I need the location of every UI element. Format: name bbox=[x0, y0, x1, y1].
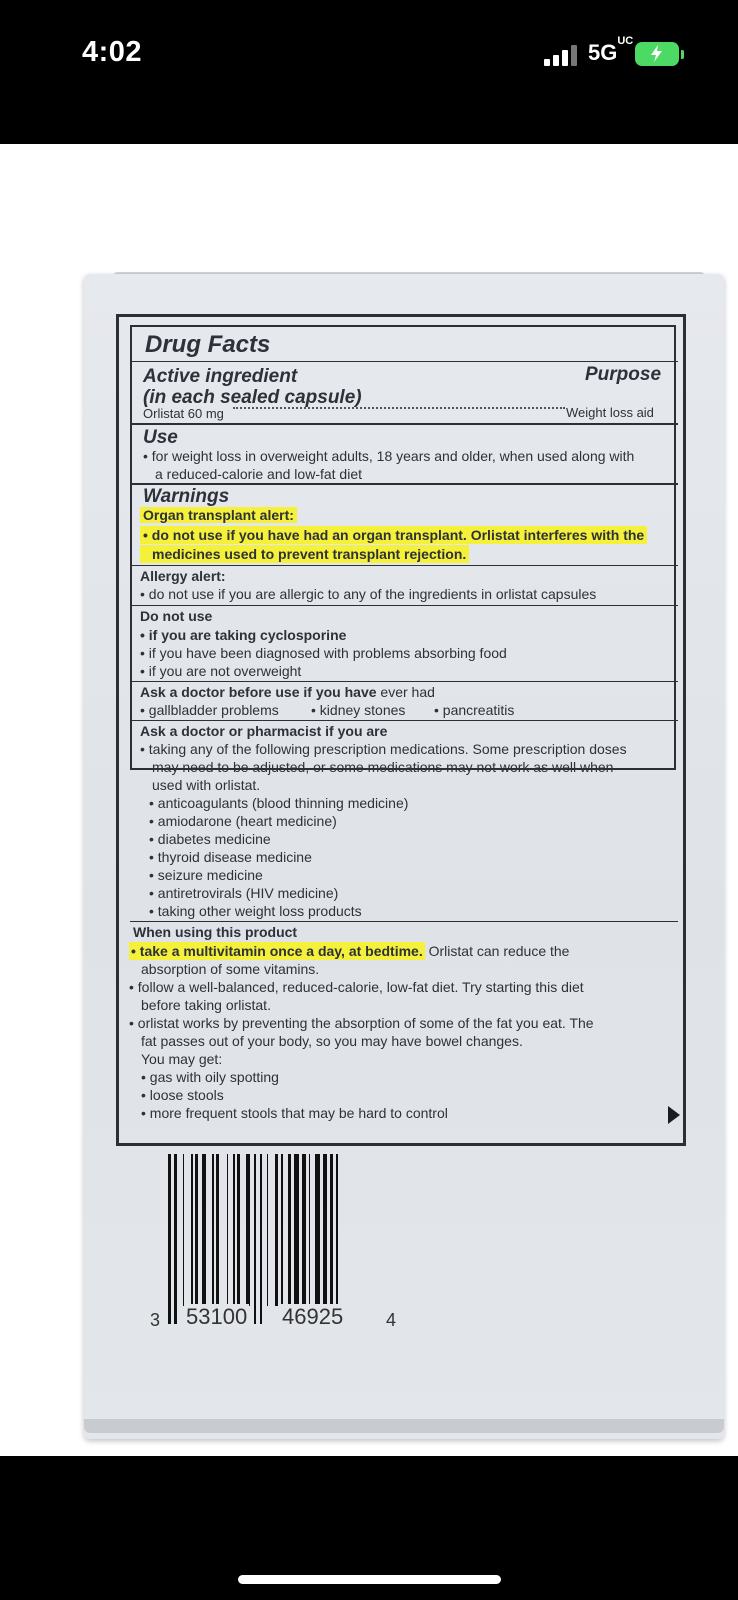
drug-facts-title: Drug Facts bbox=[145, 331, 271, 358]
barcode-bar bbox=[202, 1154, 207, 1306]
product-photo bbox=[0, 144, 738, 1456]
pharmacist-item: • taking other weight loss products bbox=[149, 903, 362, 919]
ingredient-name: Orlistat 60 mg bbox=[143, 406, 224, 421]
pharmacist-item: • thyroid disease medicine bbox=[149, 849, 312, 865]
barcode-bar bbox=[323, 1154, 326, 1306]
barcode-bar bbox=[216, 1154, 219, 1306]
when-using-line-3a: • orlistat works by preventing the absorption of some of the fat you eat. The bbox=[129, 1015, 594, 1031]
barcode-bar bbox=[237, 1154, 240, 1306]
barcode-bar bbox=[302, 1154, 305, 1306]
home-bar-area bbox=[0, 1456, 738, 1600]
barcode-bar bbox=[191, 1154, 193, 1306]
side-effect-item: • loose stools bbox=[141, 1087, 224, 1103]
barcode-left-digits: 53100 bbox=[186, 1304, 248, 1329]
use-line-2: a reduced-calorie and low-fat diet bbox=[155, 466, 363, 482]
side-effect-item: • gas with oily spotting bbox=[141, 1069, 279, 1085]
pharmacist-item: • antiretrovirals (HIV medicine) bbox=[149, 885, 339, 901]
barcode-bar bbox=[227, 1154, 229, 1306]
organ-transplant-line-1b: Orlistat interferes with the bbox=[470, 527, 645, 543]
barcode-bar bbox=[309, 1154, 311, 1306]
continue-arrow-icon bbox=[668, 1106, 680, 1124]
barcode-bar bbox=[294, 1154, 299, 1306]
when-using-line-3c: You may get: bbox=[141, 1051, 223, 1067]
ask-doctor-heading-bold: Ask a doctor before use if you have bbox=[140, 684, 377, 700]
warnings-heading: Warnings bbox=[143, 486, 230, 507]
when-using-line-2a: • follow a well-balanced, reduced-calorie, low-fat diet. Try starting this diet bbox=[129, 979, 584, 995]
ask-doctor-item-2: • kidney stones bbox=[311, 702, 406, 718]
pharmacist-item: • diabetes medicine bbox=[149, 831, 271, 847]
do-not-use-item-1: • if you are taking cyclosporine bbox=[140, 627, 347, 643]
ask-pharmacist-heading: Ask a doctor or pharmacist if you are bbox=[140, 723, 388, 739]
network-label: 5G bbox=[588, 40, 618, 65]
pharmacist-item: • anticoagulants (blood thinning medicine) bbox=[149, 795, 409, 811]
barcode-bar bbox=[281, 1154, 283, 1306]
status-bar bbox=[0, 0, 738, 144]
barcode-bar bbox=[212, 1154, 214, 1306]
active-ingredient-heading: Active ingredient bbox=[143, 366, 298, 387]
barcode-bar bbox=[336, 1154, 338, 1324]
barcode-bar bbox=[275, 1154, 278, 1306]
barcode-bar bbox=[246, 1154, 251, 1306]
pharmacist-item: • seizure medicine bbox=[149, 867, 263, 883]
barcode-bar bbox=[233, 1154, 235, 1306]
ask-pharmacist-line-1: • taking any of the following prescription medications. Some prescription doses bbox=[140, 741, 627, 757]
organ-transplant-heading: Organ transplant alert: bbox=[140, 507, 297, 523]
dot-leader bbox=[233, 407, 565, 409]
use-heading: Use bbox=[143, 427, 178, 448]
battery-cap bbox=[681, 50, 684, 59]
barcode-bar bbox=[260, 1154, 262, 1324]
pharmacist-item: • amiodarone (heart medicine) bbox=[149, 813, 337, 829]
barcode-check-digit: 4 bbox=[386, 1310, 397, 1330]
when-using-line-2b: before taking orlistat. bbox=[141, 997, 271, 1013]
do-not-use-heading: Do not use bbox=[140, 608, 213, 624]
barcode-bar bbox=[183, 1154, 185, 1306]
do-not-use-item-3: • if you are not overweight bbox=[140, 663, 302, 679]
organ-transplant-line-1a: • do not use if you have had an organ transplant. bbox=[143, 527, 467, 543]
barcode-bar bbox=[267, 1154, 269, 1306]
use-line-1: • for weight loss in overweight adults, 18 years and older, when used along with bbox=[143, 448, 635, 464]
purpose-heading: Purpose bbox=[585, 364, 662, 385]
box-bottom-edge bbox=[84, 1419, 724, 1433]
barcode bbox=[168, 1154, 378, 1324]
network-suffix: UC bbox=[617, 34, 634, 47]
ask-pharmacist-line-3: used with orlistat. bbox=[152, 777, 261, 793]
barcode-bar bbox=[174, 1154, 177, 1324]
when-using-line-1-rest: Orlistat can reduce the bbox=[428, 943, 570, 959]
purpose-value: Weight loss aid bbox=[566, 405, 654, 420]
allergy-heading: Allergy alert: bbox=[140, 568, 226, 584]
when-using-line-1 bbox=[129, 944, 569, 958]
when-using-highlight: • take a multivitamin once a day, at bedtime. bbox=[131, 943, 423, 959]
barcode-bar bbox=[168, 1154, 171, 1324]
organ-transplant-line-1 bbox=[140, 526, 647, 544]
ask-doctor-heading-rest: ever had bbox=[380, 684, 435, 700]
home-indicator[interactable] bbox=[238, 1575, 501, 1584]
barcode-right-digits: 46925 bbox=[282, 1304, 344, 1329]
ask-doctor-heading bbox=[140, 685, 435, 699]
barcode-bar bbox=[330, 1154, 333, 1306]
ask-doctor-item-3: • pancreatitis bbox=[434, 702, 515, 718]
barcode-lead-digit: 3 bbox=[150, 1310, 161, 1330]
barcode-bar bbox=[195, 1154, 198, 1306]
side-effect-item: • more frequent stools that may be hard to control bbox=[141, 1105, 448, 1121]
when-using-heading: When using this product bbox=[133, 924, 298, 940]
drug-facts-panel bbox=[116, 314, 686, 1146]
battery-charging-icon bbox=[635, 42, 679, 66]
network-indicator bbox=[588, 34, 634, 66]
do-not-use-item-2: • if you have been diagnosed with problems absorbing food bbox=[140, 645, 507, 661]
ask-pharmacist-line-2: may need to be adjusted, or some medications may not work as well when bbox=[152, 759, 614, 775]
barcode-bar bbox=[254, 1154, 256, 1324]
ask-doctor-item-1: • gallbladder problems bbox=[140, 702, 279, 718]
clock: 4:02 bbox=[82, 36, 143, 68]
active-ingredient-subheading: (in each sealed capsule) bbox=[143, 387, 362, 408]
when-using-line-3b: fat passes out of your body, so you may have bowel changes. bbox=[141, 1033, 523, 1049]
barcode-bar bbox=[315, 1154, 320, 1306]
allergy-line: • do not use if you are allergic to any of the ingredients in orlistat capsules bbox=[140, 586, 597, 602]
barcode-bar bbox=[288, 1154, 291, 1306]
signal-icon bbox=[544, 44, 580, 66]
organ-transplant-line-2: medicines used to prevent transplant rejection. bbox=[140, 545, 469, 563]
when-using-line-1c: absorption of some vitamins. bbox=[141, 961, 320, 977]
